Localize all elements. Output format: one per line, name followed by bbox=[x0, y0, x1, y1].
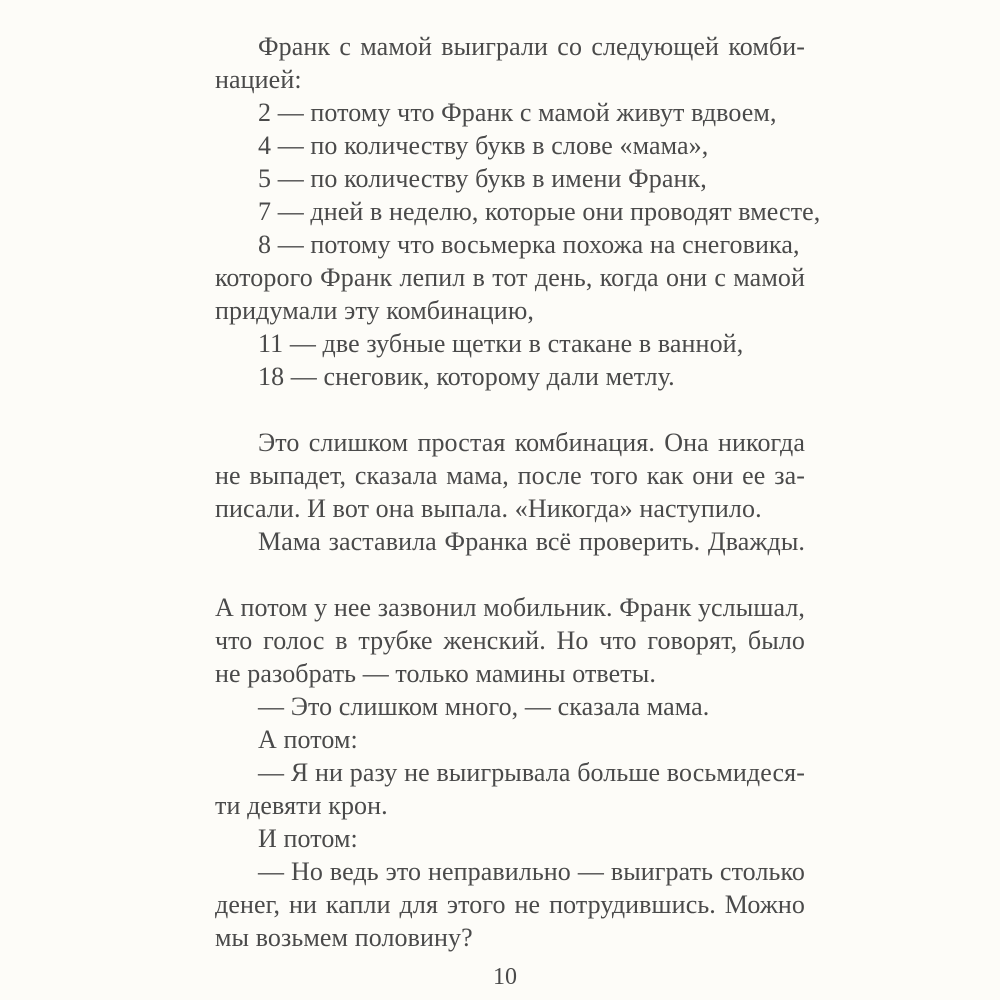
text-line: — Но ведь это неправильно — выиграть столько bbox=[258, 857, 805, 886]
text-line: 18 — снеговик, которому дали метлу. bbox=[258, 362, 675, 391]
text-line: Это слишком простая комбинация. Она никогда bbox=[258, 428, 805, 457]
text-line: 4 — по количеству букв в слове «мама», bbox=[258, 131, 709, 160]
text-line: Франк с мамой выиграли со следующей комби- bbox=[258, 32, 805, 61]
text-line: А потом: bbox=[258, 725, 358, 754]
text-line: ти девяти крон. bbox=[215, 791, 388, 820]
text-line: денег, ни капли для этого не потрудившись. Можно bbox=[215, 890, 805, 919]
text-line: которого Франк лепил в тот день, когда они с мамой bbox=[215, 263, 805, 292]
text-line: 8 — потому что восьмерка похожа на снеговика, bbox=[258, 230, 800, 259]
text-line: — Это слишком много, — сказала мама. bbox=[258, 692, 710, 721]
text-line: А потом у нее зазвонил мобильник. Франк услышал, bbox=[215, 593, 805, 622]
text-line: 11 — две зубные щетки в стакане в ванной, bbox=[258, 329, 744, 358]
text-line: что голос в трубке женский. Но что говорят, было bbox=[215, 626, 805, 655]
text-line: не выпадет, сказала мама, после того как они ее за- bbox=[215, 461, 805, 490]
text-line: нацией: bbox=[215, 65, 302, 94]
text-line: — Я ни разу не выигрывала больше восьмидеся- bbox=[258, 758, 805, 787]
text-line: мы возьмем половину? bbox=[215, 923, 473, 952]
text-line: придумали эту комбинацию, bbox=[215, 296, 534, 325]
text-line: Мама заставила Франка всё проверить. Дважды. bbox=[258, 527, 805, 556]
text-line: писали. И вот она выпала. «Никогда» наступило. bbox=[215, 494, 762, 523]
text-line: 7 — дней в неделю, которые они проводят вместе, bbox=[258, 197, 821, 226]
page-number: 10 bbox=[493, 964, 517, 990]
text-line: не разобрать — только мамины ответы. bbox=[215, 659, 656, 688]
text-line: 5 — по количеству букв в имени Франк, bbox=[258, 164, 707, 193]
text-line: 2 — потому что Франк с мамой живут вдвоем, bbox=[258, 98, 777, 127]
text-line: И потом: bbox=[258, 824, 358, 853]
